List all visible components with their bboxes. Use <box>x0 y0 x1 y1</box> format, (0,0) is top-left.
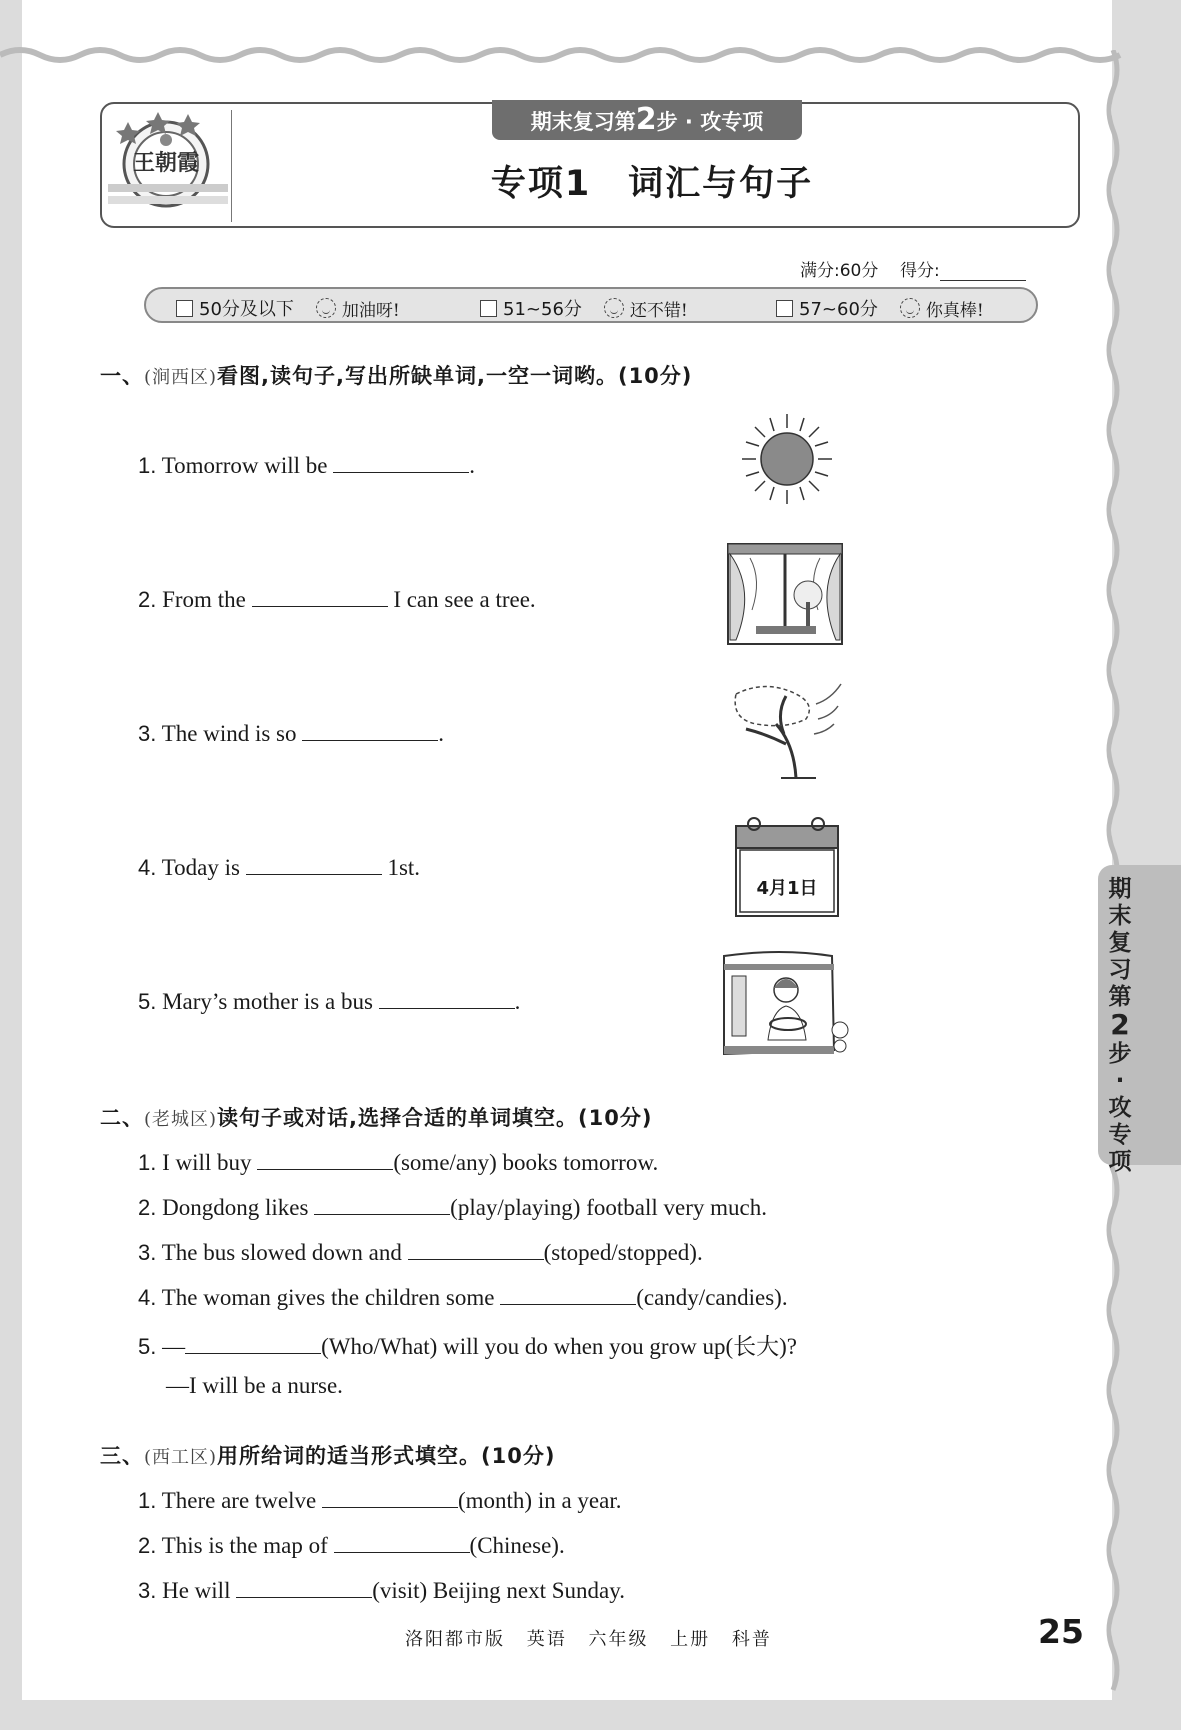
side-tab-text: 期末复习第2步·攻专项 <box>1108 876 1132 1175</box>
face-icon <box>604 298 624 318</box>
answer-blank[interactable] <box>322 1486 458 1508</box>
rating-item: 57~60分 你真棒! <box>776 295 984 321</box>
rating-checkbox[interactable] <box>480 300 497 317</box>
rating-item: 51~56分 还不错! <box>480 295 688 321</box>
calendar <box>734 816 840 918</box>
s2-question-2: 2. Dongdong likes (play/playing) football very much. <box>138 1195 767 1220</box>
face-icon <box>316 298 336 318</box>
rating-bar <box>144 287 1038 323</box>
answer-blank[interactable] <box>252 585 388 607</box>
section-2-heading: 二、(老城区)读句子或对话,选择合适的单词填空。(10分) <box>100 1106 653 1130</box>
answer-blank[interactable] <box>185 1332 321 1354</box>
logo-seal-icon <box>108 110 228 218</box>
score-line <box>800 256 1026 281</box>
rating-item: 50分及以下 加油呀! <box>176 295 400 321</box>
page-title: 专项1 词汇与句子 <box>490 164 814 204</box>
s2-answer-line: —I will be a nurse. <box>166 1373 343 1398</box>
section-1-heading: 一、(涧西区)看图,读句子,写出所缺单词,一空一词哟。(10分) <box>100 364 693 388</box>
sun-icon <box>740 412 834 506</box>
answer-blank[interactable] <box>246 853 382 875</box>
s1-question-1: 1. Tomorrow will be . <box>138 453 475 478</box>
rating-checkbox[interactable] <box>176 300 193 317</box>
answer-blank[interactable] <box>379 987 515 1009</box>
footer-text: 洛阳都市版 英语 六年级 上册 科普 <box>405 1629 772 1650</box>
answer-blank[interactable] <box>500 1283 636 1305</box>
answer-blank[interactable] <box>257 1148 393 1170</box>
section-3-heading: 三、(西工区)用所给词的适当形式填空。(10分) <box>100 1444 556 1468</box>
s1-question-4: 4. Today is 1st. <box>138 855 421 880</box>
s3-question-3: 3. He will (visit) Beijing next Sunday. <box>138 1578 625 1603</box>
face-icon <box>900 298 920 318</box>
s2-question-3: 3. The bus slowed down and (stoped/stopped). <box>138 1240 703 1265</box>
calendar-icon <box>734 816 840 918</box>
window-icon <box>726 540 846 646</box>
s1-question-3: 3. The wind is so . <box>138 721 445 746</box>
s3-question-2: 2. This is the map of (Chinese). <box>138 1533 565 1558</box>
s1-question-5: 5. Mary’s mother is a bus . <box>138 989 521 1014</box>
score-label: 得分: <box>899 261 940 281</box>
s2-question-5: 5. — (Who/What) will you do when you grow up(长大)? <box>138 1334 797 1359</box>
answer-blank[interactable] <box>314 1193 450 1215</box>
answer-blank[interactable] <box>236 1576 372 1598</box>
step-banner: 期末复习第2步 · 攻专项 <box>492 100 802 140</box>
s2-question-4: 4. The woman gives the children some (candy/candies). <box>138 1285 788 1310</box>
answer-blank[interactable] <box>302 719 438 741</box>
score-blank[interactable] <box>940 263 1026 281</box>
answer-blank[interactable] <box>333 451 469 473</box>
s1-question-2: 2. From the I can see a tree. <box>138 587 536 612</box>
wavy-top-border <box>0 0 1181 70</box>
rating-checkbox[interactable] <box>776 300 793 317</box>
bus-driver-icon <box>720 950 856 1058</box>
page-number: 25 <box>1038 1612 1084 1651</box>
brand-logo <box>108 110 232 222</box>
calendar-date: 4月1日 <box>756 878 818 899</box>
s2-question-1: 1. I will buy (some/any) books tomorrow. <box>138 1150 659 1175</box>
svg-text:王朝霞: 王朝霞 <box>132 150 200 176</box>
header-box <box>100 102 1080 228</box>
windy-tree-icon <box>726 674 846 784</box>
answer-blank[interactable] <box>334 1531 470 1553</box>
full-score: 满分:60分 <box>800 261 879 281</box>
answer-blank[interactable] <box>408 1238 544 1260</box>
s3-question-1: 1. There are twelve (month) in a year. <box>138 1488 622 1513</box>
